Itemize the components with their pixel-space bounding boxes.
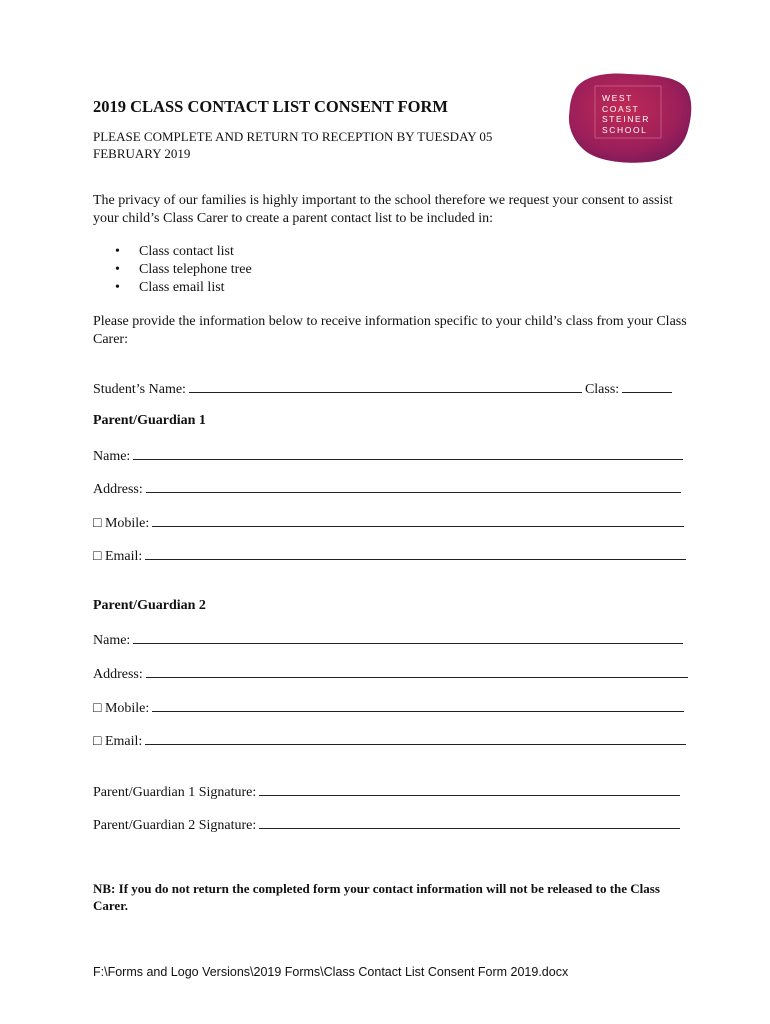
guardian2-name-field[interactable]	[133, 631, 683, 644]
guardian1-email-checkbox[interactable]: □ Email:	[93, 549, 143, 564]
signature1-row	[93, 783, 680, 801]
signature1-label: Parent/Guardian 1 Signature:	[93, 785, 257, 800]
guardian1-address-row	[93, 480, 681, 498]
guardian1-mobile-row	[93, 514, 684, 532]
guardian2-name-row	[93, 631, 683, 649]
class-label: Class:	[584, 382, 620, 397]
list-item	[93, 279, 252, 297]
list-types	[93, 243, 252, 297]
guardian2-address-field[interactable]	[146, 665, 688, 678]
guardian1-address-label: Address:	[93, 482, 143, 497]
student-row	[93, 380, 672, 398]
guardian1-name-label: Name:	[93, 449, 131, 464]
guardian2-email-row	[93, 732, 686, 750]
guardian1-name-field[interactable]	[133, 447, 683, 460]
logo-line-3: STEINER	[602, 114, 651, 124]
guardian1-email-row	[93, 547, 686, 565]
guardian2-mobile-field[interactable]	[152, 699, 684, 712]
bullet-icon: •	[115, 262, 120, 277]
guardian1-name-row	[93, 447, 683, 465]
signature2-label: Parent/Guardian 2 Signature:	[93, 818, 257, 833]
guardian2-name-label: Name:	[93, 633, 131, 648]
return-instruction: PLEASE COMPLETE AND RETURN TO RECEPTION BY TUESDAY 05 FEBRUARY 2019	[93, 129, 493, 161]
guardian1-email-field[interactable]	[145, 547, 686, 560]
list-item	[93, 261, 252, 279]
guardian1-heading: Parent/Guardian 1	[93, 413, 206, 428]
signature2-row	[93, 816, 680, 834]
guardian2-email-checkbox[interactable]: □ Email:	[93, 734, 143, 749]
signature1-field[interactable]	[259, 783, 680, 796]
logo-line-1: WEST	[602, 93, 633, 103]
list-item	[93, 243, 252, 261]
guardian2-mobile-row	[93, 699, 684, 717]
student-name-label: Student’s Name:	[93, 382, 186, 397]
signature2-field[interactable]	[259, 816, 680, 829]
guardian2-address-label: Address:	[93, 667, 143, 682]
logo-line-2: COAST	[602, 103, 640, 114]
nb-notice: NB: If you do not return the completed form your contact information will not be released to the Class Carer.	[93, 881, 660, 913]
class-field[interactable]	[622, 380, 672, 393]
guardian2-address-row	[93, 665, 688, 683]
file-path-footer: F:\Forms and Logo Versions\2019 Forms\Class Contact List Consent Form 2019.docx	[93, 965, 569, 979]
guardian1-mobile-field[interactable]	[152, 514, 684, 527]
student-name-field[interactable]	[189, 380, 582, 393]
list-item-label: Class telephone tree	[139, 262, 252, 277]
guardian1-address-field[interactable]	[146, 480, 681, 493]
privacy-intro: The privacy of our families is highly important to the school therefore we request your consent to assist your child’s Class Carer to create a parent contact list to be included in:	[93, 193, 673, 226]
logo-line-4: SCHOOL	[602, 124, 648, 135]
bullet-icon: •	[115, 280, 120, 295]
form-title: 2019 CLASS CONTACT LIST CONSENT FORM	[93, 97, 448, 116]
list-item-label: Class email list	[139, 280, 225, 295]
guardian2-mobile-checkbox[interactable]: □ Mobile:	[93, 701, 150, 716]
guardian2-heading: Parent/Guardian 2	[93, 598, 206, 613]
class-carer-instruction: Please provide the information below to receive information specific to your child’s class from your Class Carer:	[93, 314, 687, 347]
list-item-label: Class contact list	[139, 244, 234, 259]
guardian2-email-field[interactable]	[145, 732, 686, 745]
school-logo-text	[602, 93, 662, 135]
bullet-icon: •	[115, 244, 120, 259]
guardian1-mobile-checkbox[interactable]: □ Mobile:	[93, 516, 150, 531]
